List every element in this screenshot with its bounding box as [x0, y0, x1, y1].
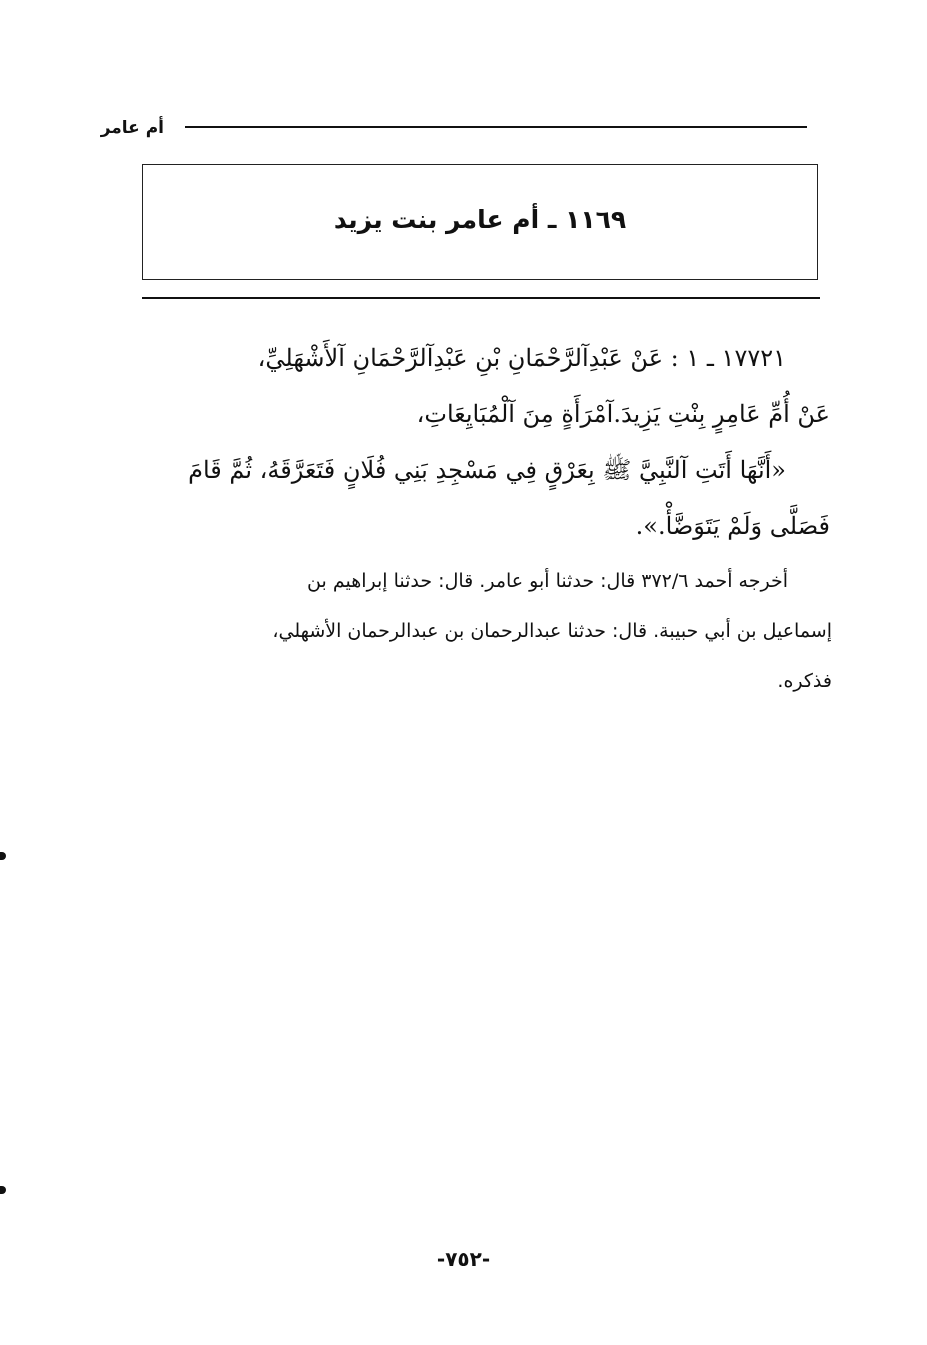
running-header — [100, 112, 807, 142]
running-header-title: أم عامر — [100, 118, 164, 138]
page-number: -٧٥٢- — [436, 1247, 491, 1271]
chapter-title-box — [142, 164, 818, 280]
takhrij-line: إسماعيل بن أبي حبيبة. قال: حدثنا عبدالرحمان بن عبدالرحمان الأشهلي، — [272, 620, 832, 642]
chapter-title: ١١٦٩ ـ أم عامر بنت يزيد — [333, 205, 627, 234]
hadith-line: عَنْ أُمِّ عَامِرٍ بِنْتِ يَزِيدَ.آمْرَأَةٍ مِنَ آلْمُبَايِعَاتِ، — [416, 400, 830, 428]
takhrij-line: أخرجه أحمد ٣٧٢/٦ قال: حدثنا أبو عامر. قال: حدثنا إبراهيم بن — [307, 570, 788, 592]
header-rule — [185, 126, 807, 128]
scan-mark — [0, 852, 6, 860]
hadith-line: فَصَلَّى وَلَمْ يَتَوَضَّأْ.». — [635, 512, 830, 540]
takhrij-line: فذكره. — [777, 670, 832, 692]
takhrij-paragraph — [140, 556, 832, 706]
scan-mark — [0, 1186, 6, 1194]
hadith-text — [140, 330, 830, 554]
hadith-line: «أَنَّهَا أَتَتِ آلنَّبِيَّ ﷺ بِعَرْقٍ فِي مَسْجِدِ بَنِي فُلَانٍ فَتَعَرَّقَهُ، ثُمَّ قَامَ — [188, 456, 786, 484]
hadith-line: ١٧٧٢١ ـ ١ : عَنْ عَبْدِآلرَّحْمَانِ بْنِ عَبْدِآلرَّحْمَانِ آلأَشْهَلِيِّ، — [257, 344, 786, 372]
chapter-divider — [142, 297, 820, 299]
